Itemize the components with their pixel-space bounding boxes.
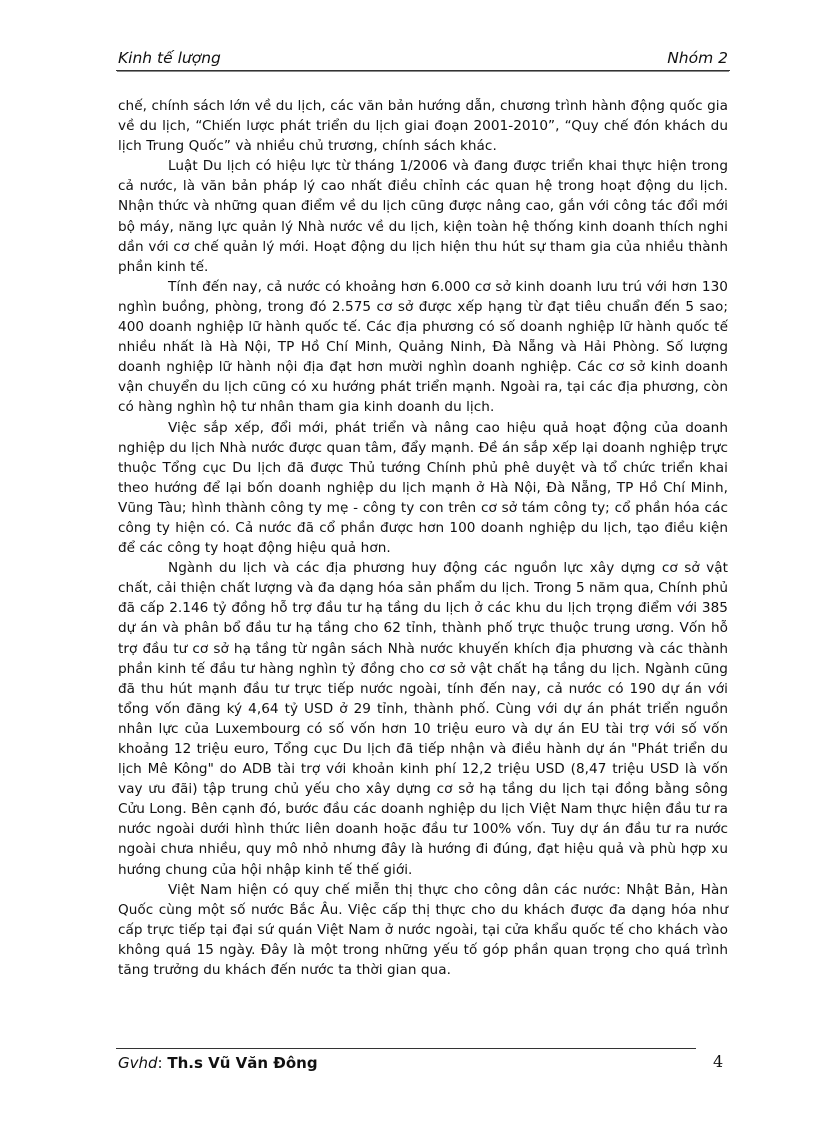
footer-divider [116, 1048, 696, 1049]
paragraph: Việt Nam hiện có quy chế miễn thị thực cho công dân các nước: Nhật Bản, Hàn Quốc cùng một số nước Bắc Âu. Việc cấp thị thực cho du khách được đa dạng hóa như cấp trực tiếp tại đại sứ quán Việt Nam ở nước ngoài, tại cửa khẩu quốc tế cho khách vào không quá 15 ngày. Đây là một trong những yếu tố góp phần quan trọng cho quá trình tăng trưởng du khách đến nước ta thời gian qua. [118, 881, 728, 979]
paragraph: Việc sắp xếp, đổi mới, phát triển và nâng cao hiệu quả hoạt động của doanh nghiệp du lịch Nhà nước được quan tâm, đẩy mạnh. Đề án sắp xếp lại doanh nghiệp trực thuộc Tổng cục Du lịch đã được Thủ tướng Chính phủ phê duyệt và tổ chức triển khai theo hướng để lại bốn doanh nghiệp du lịch mạnh ở Hà Nội, Đà Nẵng, TP Hồ Chí Minh, Vũng Tàu; hình thành công ty mẹ - công ty con trên cơ sở tám công ty; cổ phần hóa các công ty hiện có. Cả nước đã cổ phần được hơn 100 doanh nghiệp du lịch, tạo điều kiện để các công ty hoạt động hiệu quả hơn. [118, 419, 728, 557]
header-group-name: Nhóm 2 [667, 49, 728, 67]
page-footer [118, 1054, 318, 1072]
header-course-title: Kinh tế lượng [118, 49, 221, 67]
paragraph: Luật Du lịch có hiệu lực từ tháng 1/2006 và đang được triển khai thực hiện trong cả nước, là văn bản pháp lý cao nhất điều chỉnh các quan hệ trong hoạt động du lịch. Nhận thức và những quan điểm về du lịch cũng được nâng cao, gắn với công tác đổi mới bộ máy, năng lực quản lý Nhà nước về du lịch, kiện toàn hệ thống kinh doanh thích nghi dần với cơ chế quản lý mới. Hoạt động du lịch hiện thu hút sự tham gia của nhiều thành phần kinh tế. [118, 158, 728, 275]
paragraph: Ngành du lịch và các địa phương huy động các nguồn lực xây dựng cơ sở vật chất, cải thiện chất lượng và đa dạng hóa sản phẩm du lịch. Trong 5 năm qua, Chính phủ đã cấp 2.146 tỷ đồng hỗ trợ đầu tư hạ tầng du lịch ở các khu du lịch trọng điểm với 385 dự án và phân bổ đầu tư hạ tầng cho 62 tỉnh, thành phố trực thuộc trung ương. Vốn hỗ trợ đầu tư cơ sở hạ tầng từ ngân sách Nhà nước khuyến khích địa phương và các thành phần kinh tế đầu tư hàng nghìn tỷ đồng cho cơ sở vật chất hạ tầng du lịch. Ngành cũng đã thu hút mạnh đầu tư trực tiếp nước ngoài, tính đến nay, cả nước có 190 dự án với tổng vốn đăng ký 4,64 tỷ USD ở 29 tỉnh, thành phố. Cùng với dự án phát triển nguồn nhân lực của Luxembourg có số vốn hơn 10 triệu euro và dự án EU tài trợ với số vốn khoảng 12 triệu euro, Tổng cục Du lịch đã tiếp nhận và điều hành dự án "Phát triển du lịch Mê Kông" do ADB tài trợ với khoản kinh phí 12,2 triệu USD (8,47 triệu USD là vốn vay ưu đãi) tập trung chủ yếu cho xây dựng cơ sở hạ tầng du lịch tại đồng bằng sông Cửu Long. Bên cạnh đó, bước đầu các doanh nghiệp du lịch Việt Nam thực hiện đầu tư ra nước ngoài dưới hình thức liên doanh hoặc đầu tư 100% vốn. Tuy dự án đầu tư ra nước ngoài chưa nhiều, quy mô nhỏ nhưng đây là hướng đi đúng, đạt hiệu quả và phù hợp xu hướng chung của hội nhập kinh tế thế giới. [118, 560, 728, 878]
page-number: 4 [713, 1052, 724, 1071]
page-header [116, 44, 730, 71]
footer-teacher-name: Th.s Vũ Văn Đông [167, 1054, 318, 1072]
paragraph: chế, chính sách lớn về du lịch, các văn bản hướng dẫn, chương trình hành động quốc gia về du lịch, “Chiến lược phát triển du lịch giai đoạn 2001-2010”, “Quy chế đón khách du lịch Trung Quốc” và nhiều chủ trương, chính sách khác. [118, 98, 728, 155]
footer-label: Gvhd [118, 1054, 158, 1072]
footer-separator: : [157, 1054, 163, 1072]
body-text [118, 96, 728, 980]
paragraph: Tính đến nay, cả nước có khoảng hơn 6.000 cơ sở kinh doanh lưu trú với hơn 130 nghìn buồng, phòng, trong đó 2.575 cơ sở được xếp hạng từ đạt tiêu chuẩn đến 5 sao; 400 doanh nghiệp lữ hành quốc tế. Các địa phương có số doanh nghiệp lữ hành quốc tế nhiều nhất là Hà Nội, TP Hồ Chí Minh, Quảng Ninh, Đà Nẵng và Hải Phòng. Số lượng doanh nghiệp lữ hành nội địa đạt hơn mười nghìn doanh nghiệp. Các cơ sở kinh doanh vận chuyển du lịch cũng có xu hướng phát triển mạnh. Ngoài ra, tại các địa phương, còn có hàng nghìn hộ tư nhân tham gia kinh doanh du lịch. [118, 278, 728, 416]
